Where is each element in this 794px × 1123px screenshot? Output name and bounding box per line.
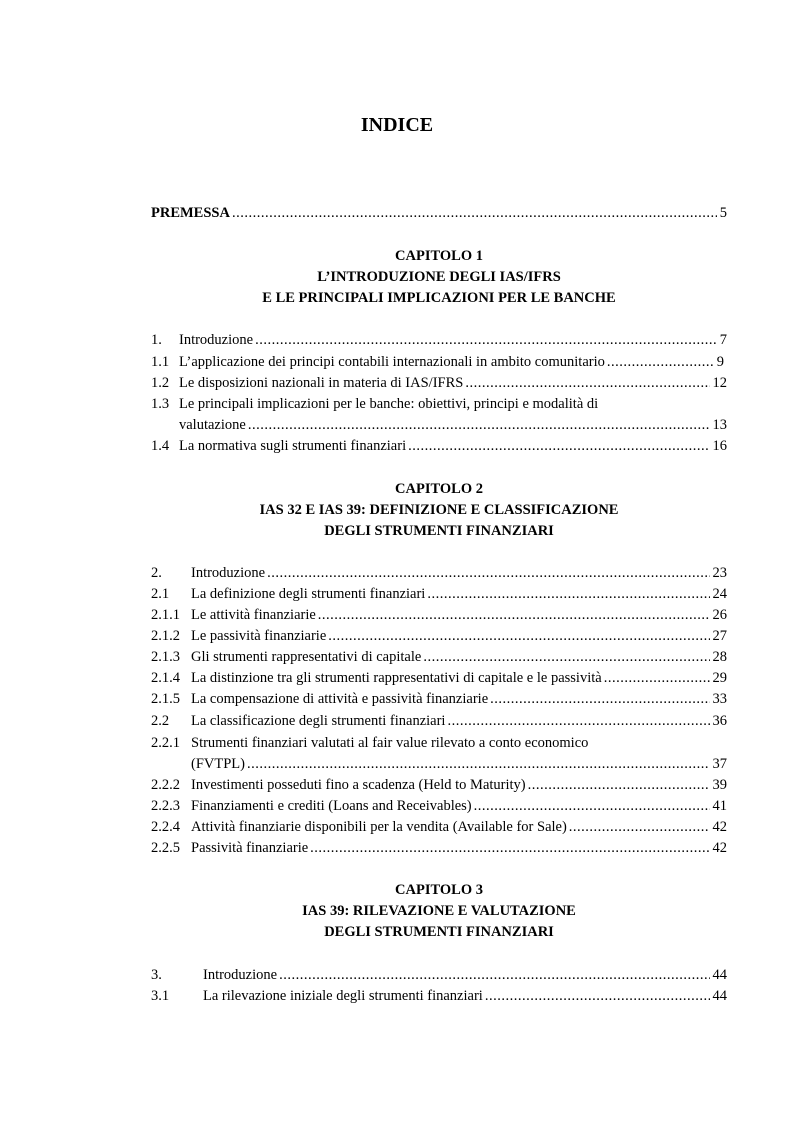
toc-entry-number: 2.2.5 xyxy=(151,840,180,856)
toc-entry[interactable] xyxy=(151,796,727,817)
toc-entry-page: 23 xyxy=(712,565,727,581)
chapter-title-line: E LE PRINCIPALI IMPLICAZIONI PER LE BANCHE xyxy=(262,290,616,306)
toc-entry-page: 42 xyxy=(712,819,727,835)
toc-entry-number: 1.1 xyxy=(151,354,170,370)
toc-entry[interactable] xyxy=(151,817,727,838)
toc-entry-label: Strumenti finanziari valutati al fair value rilevato a conto economico xyxy=(191,735,589,751)
chapter-title-line: IAS 32 E IAS 39: DEFINIZIONE E CLASSIFICAZIONE xyxy=(259,502,619,518)
page-title: INDICE xyxy=(360,114,434,136)
toc-entry-page: 33 xyxy=(712,691,727,707)
toc-entry-number: 2.1.1 xyxy=(151,607,180,623)
toc-entry-number: 2.2 xyxy=(151,713,170,729)
toc-entry-label: Introduzione xyxy=(191,565,266,581)
toc-entry[interactable] xyxy=(151,965,727,986)
toc-entry-label: La normativa sugli strumenti finanziari xyxy=(179,438,407,454)
dot-leader xyxy=(267,563,709,584)
dot-leader xyxy=(328,626,709,647)
toc-entry-label: Passività finanziarie xyxy=(191,840,309,856)
toc-entry[interactable] xyxy=(151,711,727,732)
dot-leader xyxy=(279,965,709,986)
toc-entry-page: 13 xyxy=(712,417,727,433)
toc-entry-page: 36 xyxy=(712,713,727,729)
toc-entry-label: Gli strumenti rappresentativi di capitale xyxy=(191,649,422,665)
toc-entry-page: 27 xyxy=(712,628,727,644)
toc-entry[interactable] xyxy=(151,584,727,605)
toc-entry-label: Introduzione xyxy=(203,967,278,983)
toc-entry-page: 41 xyxy=(712,798,727,814)
toc-entry-number: 2.1.4 xyxy=(151,670,180,686)
toc-entry[interactable] xyxy=(151,373,727,394)
toc-entry-page: 39 xyxy=(712,777,727,793)
toc-entry-number: 2.1.5 xyxy=(151,691,180,707)
toc-entry-label: L’applicazione dei principi contabili internazionali in ambito comunitario xyxy=(179,354,605,370)
chapter-title-line: IAS 39: RILEVAZIONE E VALUTAZIONE xyxy=(302,903,576,919)
toc-entry-label: La rilevazione iniziale degli strumenti finanziari xyxy=(203,988,483,1004)
toc-entry[interactable] xyxy=(151,352,727,373)
toc-entry-label: La classificazione degli strumenti finanziari xyxy=(191,713,446,729)
toc-entry-label: valutazione xyxy=(179,417,246,433)
toc-entry-label: Le passività finanziarie xyxy=(191,628,327,644)
toc-entry-label: La distinzione tra gli strumenti rappresentativi di capitale e le passività xyxy=(191,670,602,686)
toc-entry-page: 9 xyxy=(716,354,724,370)
dot-leader xyxy=(447,711,709,732)
toc-entry-number: 2.1 xyxy=(151,586,170,602)
toc-entry-page: 29 xyxy=(712,670,727,686)
dot-leader xyxy=(474,796,710,817)
dot-leader xyxy=(423,647,709,668)
toc-entry-label: Le attività finanziarie xyxy=(191,607,316,623)
toc-entry-label: Investimenti posseduti fino a scadenza (Held to Maturity) xyxy=(191,777,526,793)
toc-entry-page: 44 xyxy=(712,988,727,1004)
toc-entry[interactable] xyxy=(151,838,727,859)
toc-entry[interactable] xyxy=(151,436,727,457)
dot-leader xyxy=(485,986,710,1007)
dot-leader xyxy=(569,817,710,838)
toc-entry-page: 28 xyxy=(712,649,727,665)
toc-entry-number: 2.2.2 xyxy=(151,777,180,793)
dot-leader xyxy=(247,754,710,775)
toc-entry-page: 24 xyxy=(712,586,727,602)
chapter-3-heading xyxy=(151,880,727,943)
toc-entry-label: La compensazione di attività e passività finanziarie xyxy=(191,691,489,707)
toc-entry-number: 2.2.1 xyxy=(151,735,180,751)
chapter-title-line: L’INTRODUZIONE DEGLI IAS/IFRS xyxy=(317,269,561,285)
toc-entry-number: 2.1.3 xyxy=(151,649,180,665)
chapter-1-heading xyxy=(151,246,727,309)
toc-entry-label: PREMESSA xyxy=(151,205,230,221)
toc-entry-continuation[interactable] xyxy=(151,754,727,775)
toc-entry-page: 37 xyxy=(712,756,727,772)
dot-leader xyxy=(248,415,710,436)
toc-entry[interactable] xyxy=(151,986,727,1007)
toc-entry-premessa[interactable] xyxy=(151,203,727,224)
dot-leader xyxy=(490,689,709,710)
toc-entry-page: 5 xyxy=(719,205,727,221)
toc-entry-number: 2.1.2 xyxy=(151,628,180,644)
toc-entry-page: 44 xyxy=(712,967,727,983)
toc-entry-number: 1. xyxy=(151,332,162,348)
chapter-title-line: DEGLI STRUMENTI FINANZIARI xyxy=(324,523,554,539)
chapter-2-heading xyxy=(151,479,727,542)
toc-entry[interactable] xyxy=(151,626,727,647)
toc-entry-page: 42 xyxy=(712,840,727,856)
toc-entry-label: Finanziamenti e crediti (Loans and Receivables) xyxy=(191,798,472,814)
dot-leader xyxy=(255,330,717,351)
toc-entry-label: Le principali implicazioni per le banche: obiettivi, principi e modalità di xyxy=(179,396,599,412)
chapter-title-line: DEGLI STRUMENTI FINANZIARI xyxy=(324,924,554,940)
toc-entry-number: 1.4 xyxy=(151,438,170,454)
toc-entry-label: Introduzione xyxy=(179,332,254,348)
toc-entry-number: 1.2 xyxy=(151,375,170,391)
toc-entry-page: 26 xyxy=(712,607,727,623)
toc-entry-page: 12 xyxy=(712,375,727,391)
toc-entry-label: Le disposizioni nazionali in materia di IAS/IFRS xyxy=(179,375,464,391)
toc-entry-label: Attività finanziarie disponibili per la vendita (Available for Sale) xyxy=(191,819,567,835)
dot-leader xyxy=(318,605,710,626)
toc-entry[interactable] xyxy=(151,605,727,626)
toc-entry-number: 2.2.3 xyxy=(151,798,180,814)
toc-entry-page: 16 xyxy=(712,438,727,454)
toc-entry-number: 2.2.4 xyxy=(151,819,180,835)
toc-entry[interactable] xyxy=(151,668,727,689)
toc-entry-label: (FVTPL) xyxy=(191,756,245,772)
dot-leader xyxy=(427,584,709,605)
toc-entry-number: 3. xyxy=(151,967,162,983)
toc-entry[interactable] xyxy=(151,733,727,754)
toc-entry-label: La definizione degli strumenti finanziari xyxy=(191,586,426,602)
chapter-number: CAPITOLO 2 xyxy=(395,481,483,497)
toc-entry-page: 7 xyxy=(719,332,727,348)
toc-entry-number: 3.1 xyxy=(151,988,170,1004)
toc-entry[interactable] xyxy=(151,775,727,796)
dot-leader xyxy=(408,436,709,457)
toc-entry[interactable] xyxy=(151,647,727,668)
toc-entry[interactable] xyxy=(151,330,727,351)
dot-leader xyxy=(465,373,709,394)
dot-leader xyxy=(528,775,710,796)
toc-entry-continuation[interactable] xyxy=(151,415,727,436)
dot-leader xyxy=(607,352,714,373)
toc-entry-number: 2. xyxy=(151,565,162,581)
toc-entry[interactable] xyxy=(151,394,727,415)
toc-entry[interactable] xyxy=(151,563,727,584)
chapter-number: CAPITOLO 1 xyxy=(395,248,483,264)
chapter-number: CAPITOLO 3 xyxy=(395,882,483,898)
dot-leader xyxy=(604,668,710,689)
dot-leader xyxy=(310,838,709,859)
toc-entry[interactable] xyxy=(151,689,727,710)
toc-entry-number: 1.3 xyxy=(151,396,170,412)
dot-leader xyxy=(232,203,717,224)
